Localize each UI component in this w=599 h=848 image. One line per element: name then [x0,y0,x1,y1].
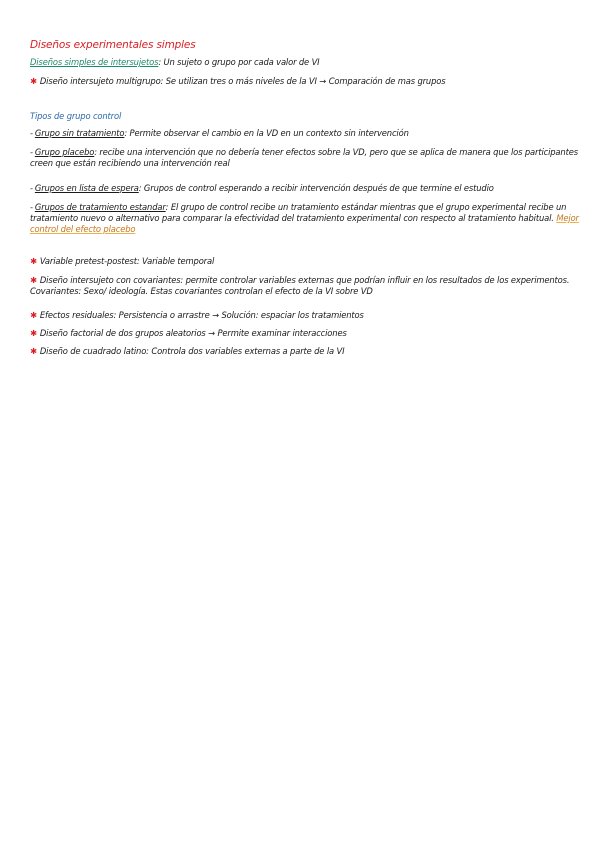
control-item: - Grupo placebo: recibe una intervención que no debería tener efectos sobre la VD, pero que se aplica de manera que los participantes creen que están recibiendo una intervención real [30,147,578,168]
control-item: - Grupos en lista de espera: Grupos de control esperando a recibir intervención después de que termine el estudio [30,183,494,193]
bullet-text: Efectos residuales: Persistencia o arrastre → Solución: espaciar los tratamientos [39,310,364,320]
control-item: - Grupo sin tratamiento: Permite observar el cambio en la VD en un contexto sin intervención [30,128,409,138]
control-item-label: Grupo placebo [34,147,95,157]
bullet-item [30,256,593,267]
bullet-item [30,275,593,297]
star-icon: ✱ [30,256,37,266]
control-item-text: : Permite observar el cambio en la VD en un contexto sin intervención [124,128,409,138]
page-title: Diseños experimentales simples [30,39,196,51]
control-item-label: Grupo sin tratamiento [34,128,125,138]
bullet-item [30,310,593,321]
multigrupo-line [30,76,593,87]
control-item-text: : El grupo de control recibe un tratamiento estándar mientras que el grupo experimental recibe un tratamiento nuevo o alternativo para comparar la efectividad del tratamiento experimental con respecto al tratamiento habitual. [30,202,567,223]
star-icon: ✱ [30,310,37,320]
control-heading: Tipos de grupo control [30,111,122,121]
intersujetos-text: : Un sujeto o grupo por cada valor de VI [158,57,320,67]
intersujetos-label: Diseños simples de intersujetos [30,57,159,67]
star-icon: ✱ [30,328,37,338]
bullet-item [30,346,593,357]
star-icon: ✱ [30,346,37,356]
highlight-note: Mejor control del efecto placebo [30,213,579,234]
bullet-text: Diseño factorial de dos grupos aleatorios → Permite examinar interacciones [39,328,347,338]
bullet-text: Diseño intersujeto con covariantes: permite controlar variables externas que podrían influir en los resultados de los experimentos. Covariantes: Sexo/ ideología. Estas covariantes controlan el efecto de la VI sobre VD [30,275,570,296]
control-item-label: Grupos en lista de espera [34,183,139,193]
control-item-text: : recibe una intervención que no debería tener efectos sobre la VD, pero que se aplica de manera que los participantes creen que están recibiendo una intervención real [30,147,578,168]
control-item-text: : Grupos de control esperando a recibir intervención después de que termine el estudio [138,183,494,193]
control-item-label: Grupos de tratamiento estandar [34,202,166,212]
bullet-text: Diseño de cuadrado latino: Controla dos variables externas a parte de la VI [39,346,345,356]
bullet-text: Variable pretest-postest: Variable temporal [39,256,215,266]
control-item: - Grupos de tratamiento estandar: El grupo de control recibe un tratamiento estándar mientras que el grupo experimental recibe un tratamiento nuevo o alternativo para comparar la efectividad del tratamiento experimental con respecto al tratamiento habitual. Mejor control del efecto placebo [30,202,579,234]
star-icon: ✱ [30,76,37,86]
intersujetos-line [30,57,593,68]
bullet-item [30,328,593,339]
multigrupo-text: Diseño intersujeto multigrupo: Se utilizan tres o más niveles de la VI → Comparación de mas grupos [39,76,446,86]
star-icon: ✱ [30,275,37,285]
